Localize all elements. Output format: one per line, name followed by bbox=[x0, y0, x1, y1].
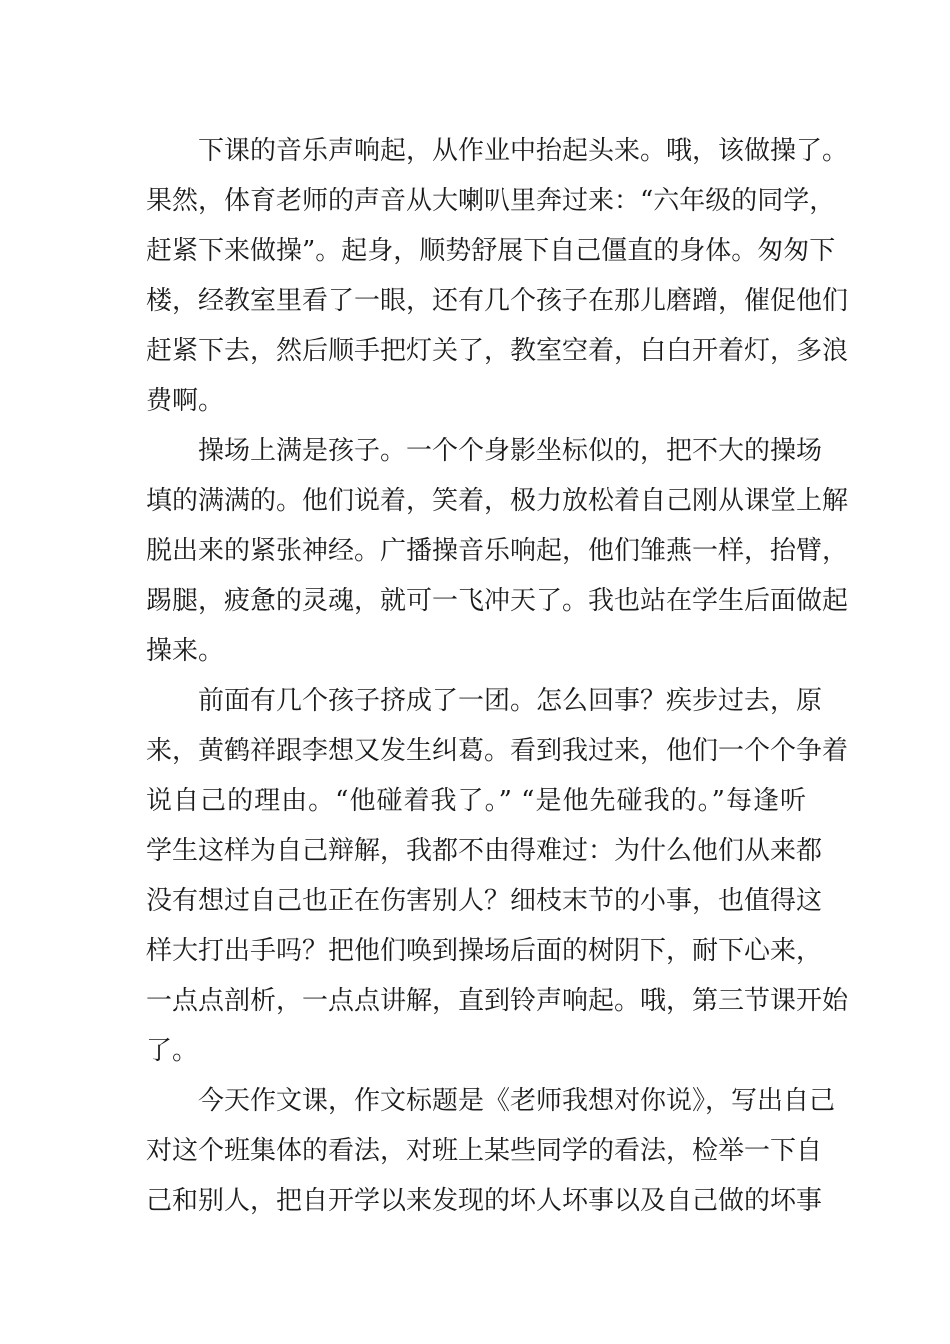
text-line: 脱出来的紧张神经。广播操音乐响起，他们雏燕一样，抬臂， bbox=[146, 536, 849, 566]
text-line: 没有想过自己也正在伤害别人？细枝末节的小事，也值得这 bbox=[146, 886, 823, 916]
text-line: 费啊。 bbox=[146, 386, 225, 416]
text-line: 了。 bbox=[146, 1036, 199, 1066]
text-line: 楼，经教室里看了一眼，还有几个孩子在那儿磨蹭，催促他们 bbox=[146, 286, 849, 316]
text-line: 对这个班集体的看法，对班上某些同学的看法，检举一下自 bbox=[146, 1136, 823, 1166]
text-line: 赶紧下去，然后顺手把灯关了，教室空着，白白开着灯，多浪 bbox=[146, 336, 849, 366]
text-line: 赶紧下来做操”。起身，顺势舒展下自己僵直的身体。匆匆下 bbox=[146, 236, 836, 266]
text-line: 下课的音乐声响起，从作业中抬起头来。哦，该做操了。 bbox=[198, 136, 849, 166]
text-line: 今天作文课，作文标题是《老师我想对你说》，写出自己 bbox=[198, 1086, 836, 1116]
text-line: 己和别人，把自开学以来发现的坏人坏事以及自己做的坏事 bbox=[146, 1186, 823, 1216]
text-line: 前面有几个孩子挤成了一团。怎么回事？疾步过去，原 bbox=[198, 686, 823, 716]
paragraph-4 bbox=[146, 1076, 836, 1226]
text-line: 说自己的理由。“他碰着我了。” “是他先碰我的。”每逢听 bbox=[146, 786, 806, 816]
text-line: 操来。 bbox=[146, 636, 225, 666]
text-line: 学生这样为自己辩解，我都不由得难过：为什么他们从来都 bbox=[146, 836, 823, 866]
paragraph-2 bbox=[146, 426, 849, 676]
text-line: 填的满满的。他们说着，笑着，极力放松着自己刚从课堂上解 bbox=[146, 486, 849, 516]
text-line: 一点点剖析，一点点讲解，直到铃声响起。哦，第三节课开始 bbox=[146, 986, 849, 1016]
text-line: 样大打出手吗？把他们唤到操场后面的树阴下，耐下心来， bbox=[146, 936, 823, 966]
article-body bbox=[146, 126, 849, 1226]
text-line: 果然，体育老师的声音从大喇叭里奔过来：“六年级的同学， bbox=[146, 186, 836, 216]
text-line: 操场上满是孩子。一个个身影坐标似的，把不大的操场 bbox=[198, 436, 823, 466]
paragraph-1 bbox=[146, 126, 849, 426]
paragraph-3 bbox=[146, 676, 849, 1076]
text-line: 踢腿，疲惫的灵魂，就可一飞冲天了。我也站在学生后面做起 bbox=[146, 586, 849, 616]
text-line: 来，黄鹤祥跟李想又发生纠葛。看到我过来，他们一个个争着 bbox=[146, 736, 849, 766]
